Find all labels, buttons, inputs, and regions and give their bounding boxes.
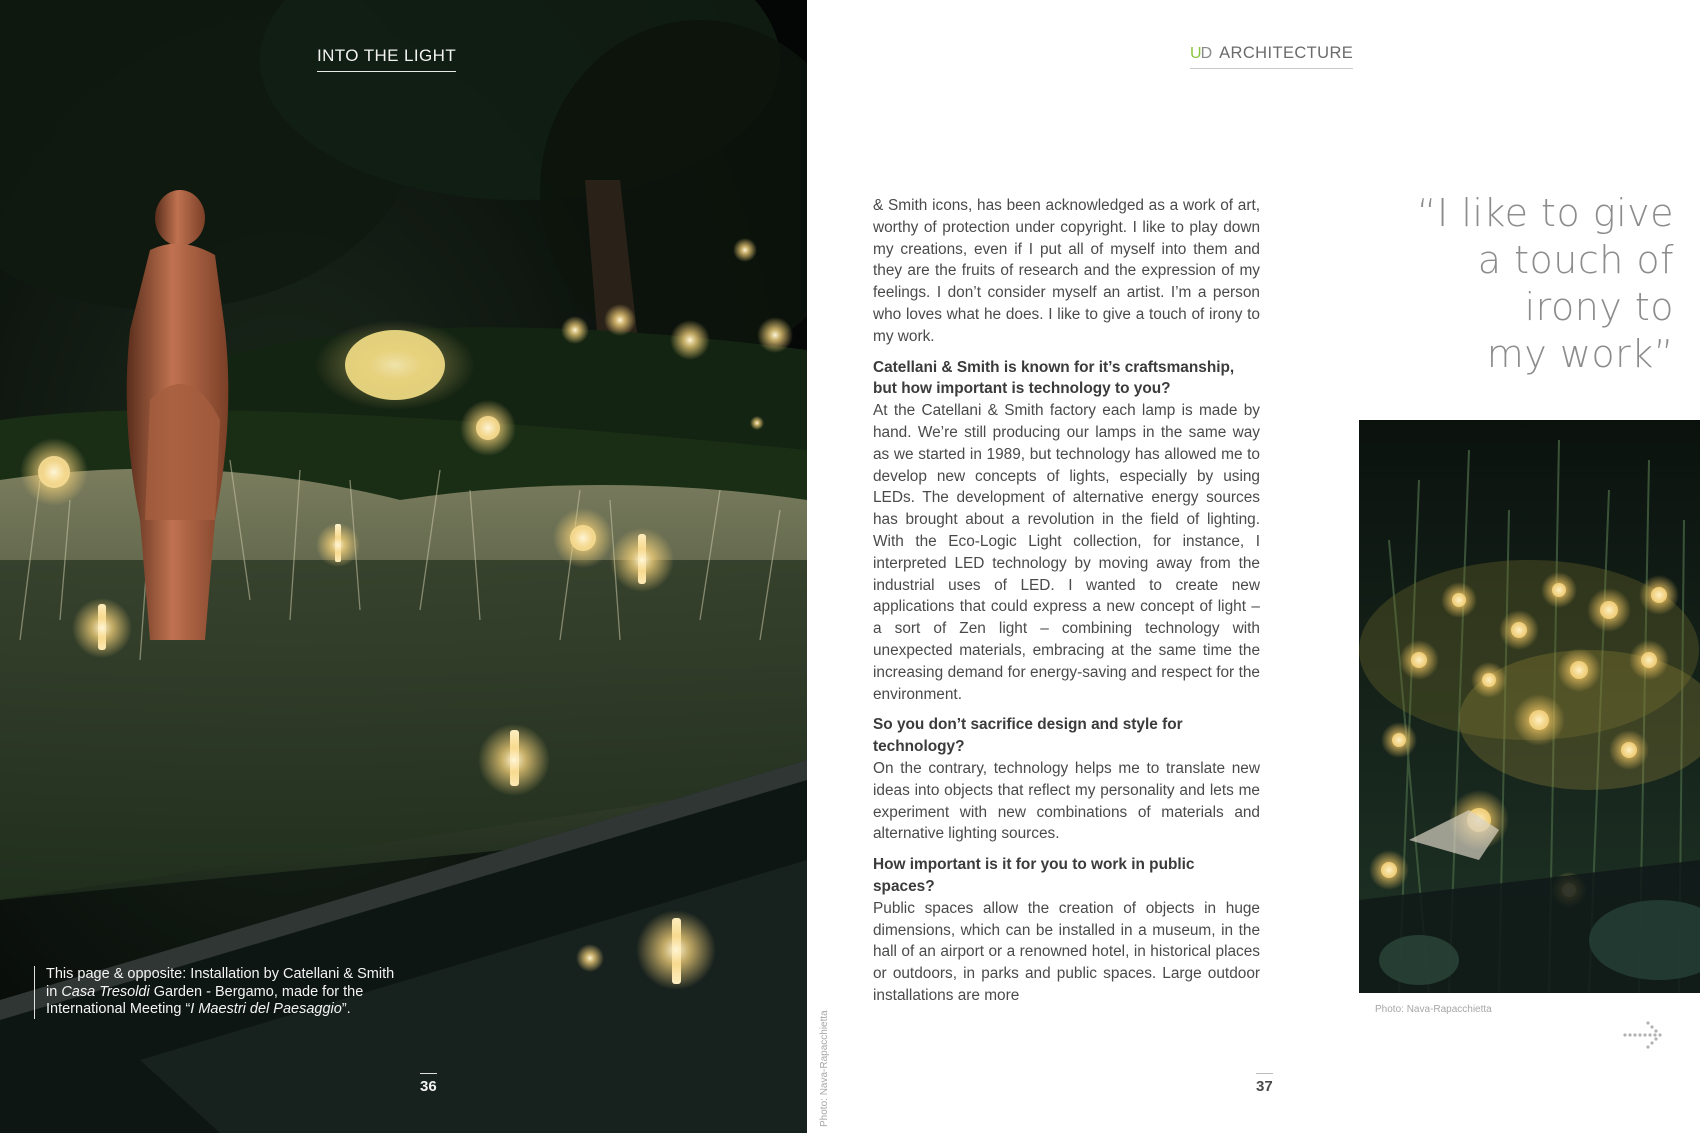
caption-line: in Casa Tresoldi Garden - Bergamo, made for the <box>46 983 364 1000</box>
caption-line: This page & opposite: Installation by Catellani & Smith <box>46 966 395 982</box>
pull-quote-line: a touch of <box>1477 238 1674 282</box>
interview-question: How important is it for you to work in public spaces? <box>873 856 1195 895</box>
photo-caption <box>34 966 446 1019</box>
interview-answer: On the contrary, technology helps me to translate new ideas into objects that reflect my personality and lets me experiment with new combinations of materials and alternative lighting sources. <box>873 759 1260 843</box>
vertical-photo-credit: Photo: Nava-Rapacchietta <box>819 1010 830 1127</box>
continue-arrow-icon <box>1622 1018 1668 1052</box>
caption-line: International Meeting “I Maestri del Paesaggio”. <box>46 1001 351 1017</box>
interview-question: Catellani & Smith is known for it’s craftsmanship, but how important is technology to you? <box>873 358 1235 398</box>
interview-answer: & Smith icons, has been acknowledged as a work of art, worthy of protection under copyright. I like to play down my creations, even if I put all of myself into them and they are the fruits of research and the expression of my feelings. I don’t consider myself an artist. I’m a person who loves what he does. I like to give a touch of irony to my work. <box>873 197 1260 345</box>
section-title: ARCHITECTURE <box>1219 44 1354 62</box>
photo-credit: Photo: Nava-Rapacchietta <box>1375 1004 1492 1015</box>
article-body <box>873 195 1260 1016</box>
right-page <box>807 0 1700 1133</box>
left-page <box>0 0 807 1133</box>
installation-photo <box>1359 420 1700 993</box>
installation-photo-art <box>1359 420 1700 993</box>
pull-quote-line: “I like to give <box>1416 191 1674 235</box>
pull-quote <box>1277 190 1674 378</box>
section-header <box>1190 44 1353 69</box>
page-number: 37 <box>1256 1073 1273 1095</box>
interview-answer: Public spaces allow the creation of objects in huge dimensions, which can be installed in a museum, in the hall of an airport or a renowned hotel, in historical places or outdoors, in parks and public spaces. Large outdoor installations are more <box>873 899 1260 1004</box>
pull-quote-line: my work” <box>1486 332 1674 376</box>
page-number: 36 <box>420 1073 437 1095</box>
garden-night-photo <box>0 0 807 1133</box>
interview-question: So you don’t sacrifice design and style for technology? <box>873 716 1183 756</box>
section-title: INTO THE LIGHT <box>317 46 456 72</box>
ud-logo: UD <box>1190 44 1212 62</box>
interview-answer: At the Catellani & Smith factory each lamp is made by hand. We’re still producing our lamps in the same way as we started in 1989, but technology has allowed me to develop new concepts of lights, especially by using LEDs. The development of alternative energy sources has brought about a revolution in the field of lighting. With the Eco-Logic Light collection, for instance, I interpreted LED technology by moving away from the industrial uses of LED. I wanted to create new applications that could express a new concept of light – a sort of Zen light – combining technology with unexpected materials, embracing at the same time the increasing demand for energy-saving and respect for the environment. <box>873 402 1260 703</box>
pull-quote-line: irony to <box>1524 285 1674 329</box>
